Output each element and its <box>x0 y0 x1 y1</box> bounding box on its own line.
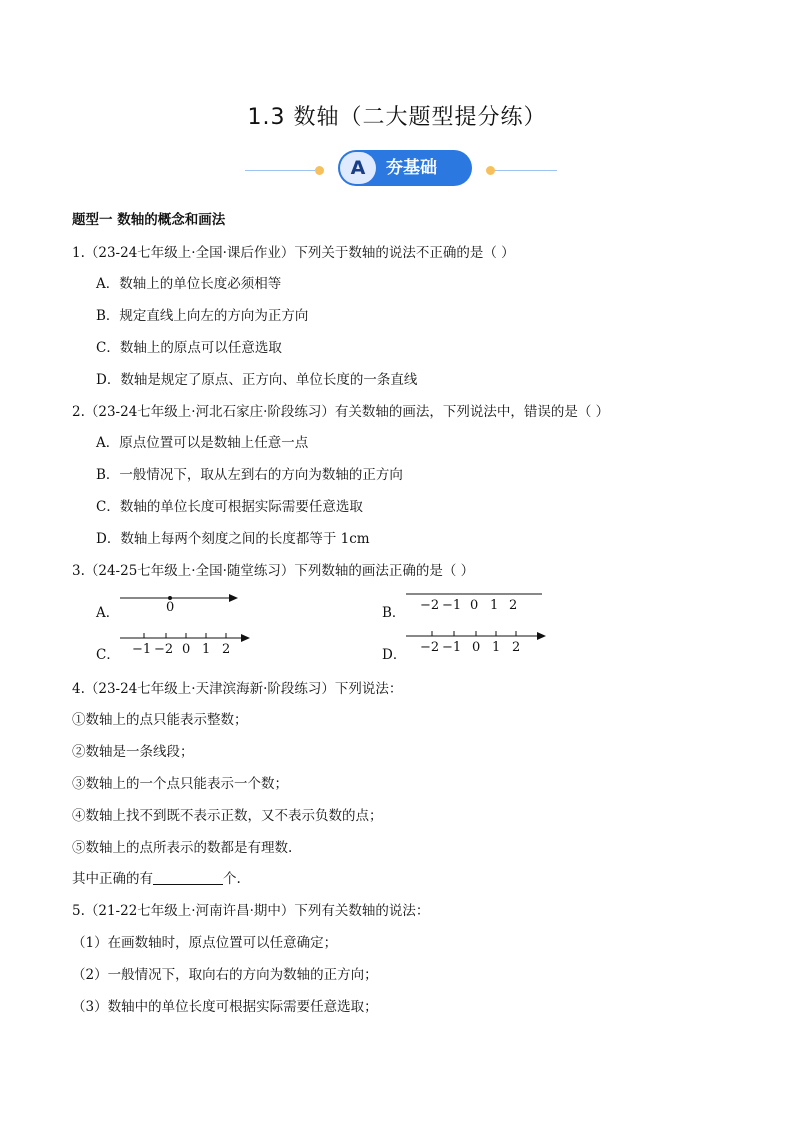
q4-item-5: ⑤数轴上的点所表示的数都是有理数. <box>72 840 293 856</box>
q4-answer-prefix: 其中正确的有 <box>72 871 153 887</box>
q3-axis-c-tick-label: −1 <box>132 642 152 657</box>
q5-item-1: （1）在画数轴时，原点位置可以任意确定； <box>72 935 338 951</box>
q4-answer-suffix: 个. <box>223 871 241 887</box>
q3-axis-b-tick-label: 1 <box>490 598 499 613</box>
q3-axis-a <box>118 588 248 614</box>
q3-axis-b-tick-label: 2 <box>509 598 518 613</box>
q1-option-d: D．数轴是规定了原点、正方向、单位长度的一条直线 <box>96 372 418 388</box>
q3-axis-d-tick-label: −2 <box>420 640 440 655</box>
q2-option-c: C．数轴的单位长度可根据实际需要任意选取 <box>96 499 363 515</box>
q3-axis-a-tick-label: 0 <box>166 600 175 614</box>
q3-axis-d-tick-label: 2 <box>512 640 521 655</box>
answer-blank[interactable] <box>153 871 223 885</box>
q3-label-a: A． <box>96 605 120 621</box>
banner-left-line <box>245 170 315 171</box>
q4-item-3: ③数轴上的一个点只能表示一个数； <box>72 776 288 792</box>
section-heading: 题型一 数轴的概念和画法 <box>72 212 226 228</box>
q4-answer-line <box>72 867 241 887</box>
q3-axis-c-tick-label: −2 <box>154 642 174 657</box>
q3-label-b: B． <box>382 605 406 621</box>
q3-axis-c-tick-label: 1 <box>202 642 211 657</box>
banner-right-dot <box>486 166 495 175</box>
q2-option-d: D．数轴上每两个刻度之间的长度都等于 1cm <box>96 531 370 547</box>
question-1-stem: 1.（23-24七年级上·全国·课后作业）下列关于数轴的说法不正确的是（ ） <box>72 245 515 261</box>
q3-axis-d <box>404 628 552 656</box>
banner-label: 夯基础 <box>386 158 437 178</box>
question-4-stem: 4.（23-24七年级上·天津滨海新·阶段练习）下列说法： <box>72 681 403 697</box>
q1-option-c: C．数轴上的原点可以任意选取 <box>96 340 282 356</box>
q3-axis-b-tick-label: −1 <box>442 598 462 613</box>
question-5-stem: 5.（21-22七年级上·河南许昌·期中）下列有关数轴的说法： <box>72 903 430 919</box>
q3-axis-c <box>118 630 258 658</box>
q1-option-a: A．数轴上的单位长度必须相等 <box>96 276 282 292</box>
question-2-stem: 2.（23-24七年级上·河北石家庄·阶段练习）有关数轴的画法，下列说法中，错误的是（ ） <box>72 404 610 420</box>
q5-item-3: （3）数轴中的单位长度可根据实际需要任意选取； <box>72 999 378 1015</box>
q4-item-2: ②数轴是一条线段； <box>72 744 194 760</box>
q3-axis-b-tick-label: −2 <box>420 598 440 613</box>
q3-axis-d-tick-label: 0 <box>472 640 481 655</box>
q3-axis-b <box>404 588 549 614</box>
banner-pill <box>338 150 472 186</box>
q3-axis-d-tick-label: 1 <box>492 640 501 655</box>
q1-option-b: B．规定直线上向左的方向为正方向 <box>96 308 309 324</box>
q3-label-d: D． <box>382 647 407 663</box>
page-title: 1.3 数轴（二大题型提分练） <box>247 105 547 130</box>
q3-axis-c-tick-label: 0 <box>182 642 191 657</box>
banner-letter: A <box>340 152 376 184</box>
q4-item-4: ④数轴上找不到既不表示正数，又不表示负数的点； <box>72 808 383 824</box>
question-3-stem: 3.（24-25七年级上·全国·随堂练习）下列数轴的画法正确的是（ ） <box>72 563 475 579</box>
section-banner <box>0 150 794 186</box>
banner-left-dot <box>315 166 324 175</box>
q2-option-b: B．一般情况下，取从左到右的方向为数轴的正方向 <box>96 467 403 483</box>
q3-axis-b-tick-label: 0 <box>470 598 479 613</box>
q3-axis-c-tick-label: 2 <box>222 642 231 657</box>
banner-right-line <box>495 170 557 171</box>
q3-axis-d-tick-label: −1 <box>442 640 462 655</box>
q4-item-1: ①数轴上的点只能表示整数； <box>72 712 248 728</box>
q5-item-2: （2）一般情况下，取向右的方向为数轴的正方向； <box>72 967 378 983</box>
q3-label-c: C． <box>96 647 120 663</box>
q2-option-a: A．原点位置可以是数轴上任意一点 <box>96 435 309 451</box>
